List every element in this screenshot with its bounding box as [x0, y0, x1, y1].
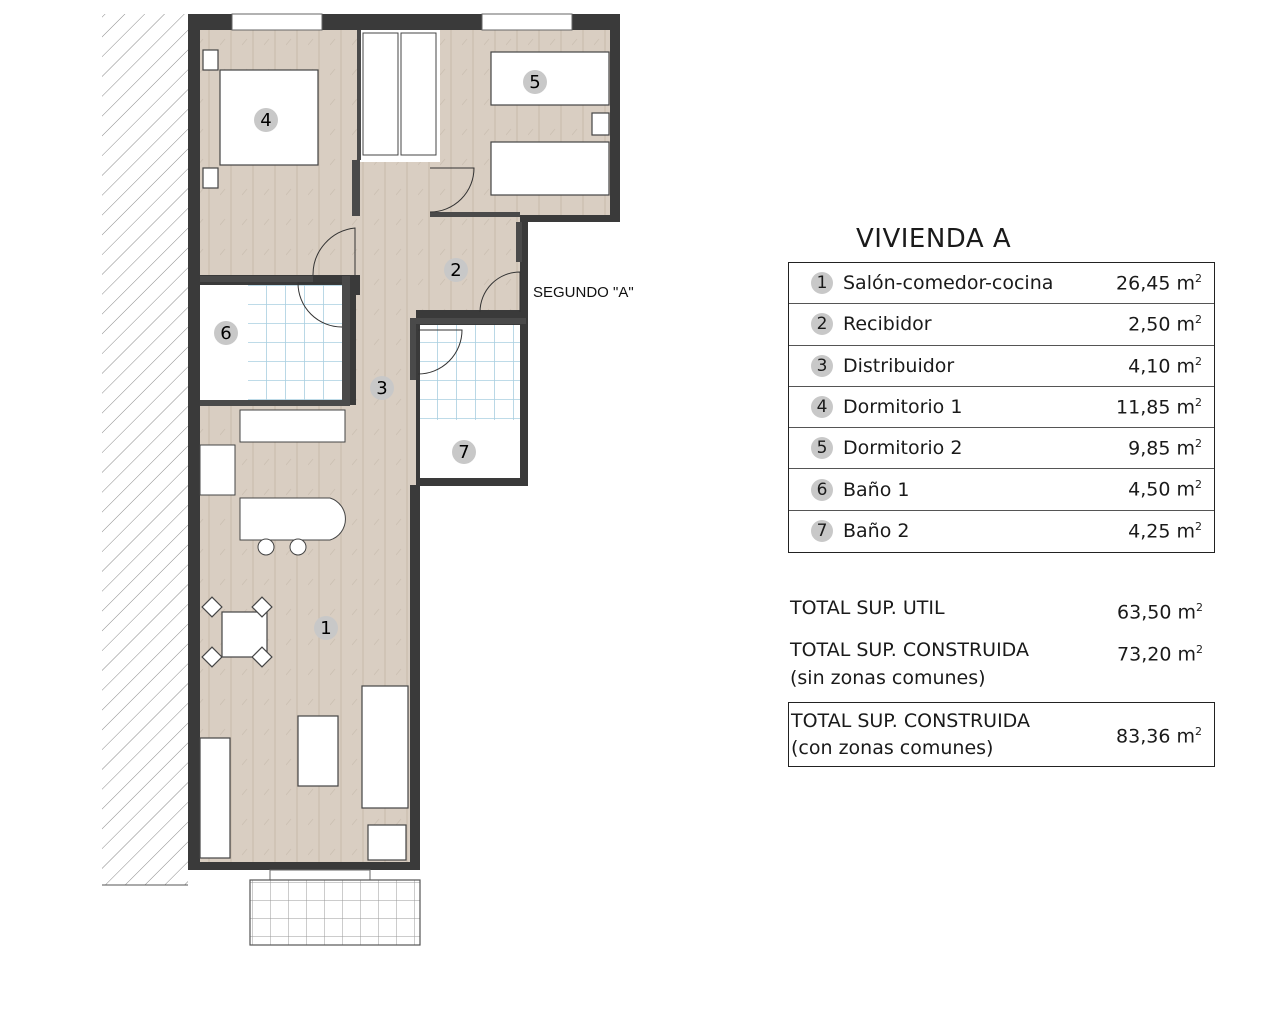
table-row [789, 304, 1214, 345]
svg-text:5: 5 [529, 72, 541, 93]
svg-text:6: 6 [220, 323, 232, 344]
room-name: Recibidor [843, 313, 932, 336]
room-area: 4,10 $m^2$ [1128, 354, 1202, 377]
room-marker-6 [214, 321, 238, 345]
room-marker-5 [523, 70, 547, 94]
total-util [790, 594, 1215, 626]
room-number-badge: 6 [811, 479, 833, 501]
room-name: Salón-comedor-cocina [843, 272, 1054, 295]
room-number-badge: 5 [811, 437, 833, 459]
table-row [789, 387, 1214, 428]
room-name: Distribuidor [843, 354, 955, 377]
room-name: Baño 2 [843, 520, 910, 543]
total-construida-value: 73,20 $m^2$ [1117, 643, 1203, 666]
svg-text:1: 1 [320, 618, 332, 639]
room-area: 11,85 $m^2$ [1116, 395, 1202, 419]
table-row [789, 511, 1214, 552]
svg-text:2: 2 [450, 260, 462, 281]
table-row [789, 469, 1214, 510]
total-comunes-value: 83,36 $m^2$ [1116, 725, 1202, 748]
svg-text:7: 7 [458, 442, 470, 463]
room-number-badge: 1 [811, 272, 833, 294]
room-area-table [788, 262, 1215, 553]
total-construida-note: (sin zonas comunes) [790, 667, 986, 689]
svg-text:3: 3 [376, 378, 388, 399]
room-name: Dormitorio 2 [843, 437, 963, 460]
room-area: 4,25 $m^2$ [1128, 520, 1202, 543]
total-util-label: TOTAL SUP. UTIL [790, 597, 945, 619]
table-row [789, 428, 1214, 469]
room-number-badge: 4 [811, 396, 833, 418]
room-name: Dormitorio 1 [843, 396, 963, 419]
room-name: Baño 1 [843, 478, 910, 501]
table-row [789, 263, 1214, 304]
room-marker-2 [444, 258, 468, 282]
total-construida [790, 636, 1215, 692]
total-comunes-note: (con zonas comunes) [791, 736, 994, 759]
facade-hatch [102, 14, 188, 885]
room-number-badge: 7 [811, 520, 833, 542]
unit-title: VIVIENDA A [856, 224, 1012, 254]
room-marker-3 [370, 376, 394, 400]
balcony [250, 880, 420, 945]
room-number-badge: 3 [811, 355, 833, 377]
room-area: 9,85 $m^2$ [1128, 437, 1202, 460]
room-number-badge: 2 [811, 313, 833, 335]
room-marker-4 [254, 108, 278, 132]
room-marker-1 [314, 616, 338, 640]
total-util-value: 63,50 $m^2$ [1117, 601, 1203, 624]
total-construida-comunes [788, 702, 1215, 767]
bathroom-1-tiles [248, 285, 344, 400]
room-area: 26,45 $m^2$ [1116, 271, 1202, 295]
room-area: 4,50 $m^2$ [1128, 478, 1202, 501]
bathroom-2-tiles [420, 325, 520, 420]
total-comunes-label: TOTAL SUP. CONSTRUIDA [791, 709, 1030, 732]
table-row [789, 346, 1214, 387]
room-area: 2,50 $m^2$ [1128, 313, 1202, 336]
level-label: SEGUNDO "A" [533, 284, 634, 301]
total-construida-label: TOTAL SUP. CONSTRUIDA [790, 639, 1029, 661]
svg-text:4: 4 [260, 110, 272, 131]
room-marker-7 [452, 440, 476, 464]
